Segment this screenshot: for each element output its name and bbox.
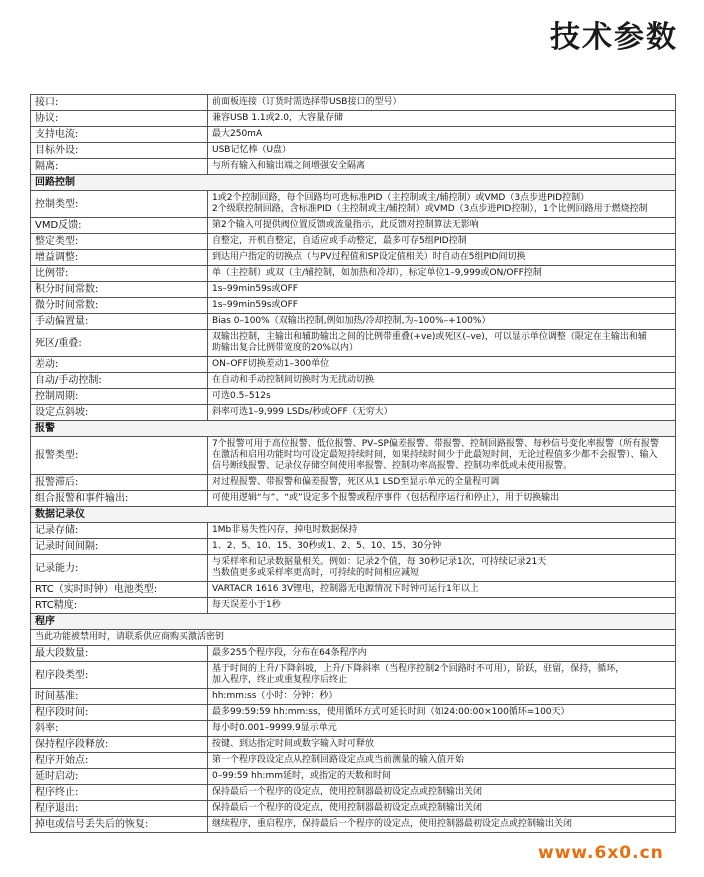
param-value-line: 当数值更多或采样率更高时，可持续的时间相应减短 — [212, 568, 420, 578]
param-value-line: hh:mm:ss（小时：分钟：秒） — [212, 691, 338, 701]
param-value-line: 0–99:59 hh:mm延时，或指定的天数和时间 — [212, 771, 391, 781]
watermark: www.6x0.cn — [538, 843, 664, 863]
param-value-line: USB记忆棒（U盘） — [212, 145, 292, 155]
param-value-line: 在激活和启用功能时均可设定最短持续时间，如果持续时间少于此最短时间，无论过程值多少都不会报警）、输入 — [212, 450, 658, 460]
param-value-line: 基于时间的上升/下降斜坡，上升/下降斜率（当程序控制2个回路时不可用），阶跃，驻留，保持，循环， — [212, 664, 625, 674]
param-value-line: 在自动和手动控制间切换时为无扰动切换 — [212, 375, 375, 385]
param-label: 设定点斜坡: — [31, 405, 208, 421]
param-value — [208, 737, 676, 753]
param-value — [208, 266, 676, 282]
table-row — [31, 523, 676, 539]
table-row — [31, 475, 676, 491]
param-label: 组合报警和事件输出: — [31, 491, 208, 507]
param-value — [208, 689, 676, 705]
table-row — [31, 721, 676, 737]
table-row — [31, 582, 676, 598]
table-row — [31, 539, 676, 555]
table-row — [31, 689, 676, 705]
table-row — [31, 662, 676, 689]
table-row — [31, 405, 676, 421]
note-row — [31, 630, 676, 646]
param-value-line: Bias 0–100%（双输出控制,例如加热/冷却控制,为–100%–+100%） — [212, 316, 491, 326]
param-label: 报警滞后: — [31, 475, 208, 491]
param-label: 目标外设: — [31, 143, 208, 159]
table-row — [31, 314, 676, 330]
param-value-line: 1、2、5、10、15、30秒或1、2、5、10、15、30分钟 — [212, 541, 442, 551]
param-label: 增益调整: — [31, 250, 208, 266]
section-header-row — [31, 175, 676, 191]
param-value-line: 与所有输入和输出端之间增强安全隔离 — [212, 161, 366, 171]
table-row — [31, 646, 676, 662]
param-value — [208, 127, 676, 143]
table-row — [31, 250, 676, 266]
table-row — [31, 705, 676, 721]
param-value — [208, 801, 676, 817]
param-label: 协议: — [31, 111, 208, 127]
param-value — [208, 705, 676, 721]
table-row — [31, 737, 676, 753]
table-row — [31, 159, 676, 175]
param-label: 记录存储: — [31, 523, 208, 539]
table-row — [31, 801, 676, 817]
table-row — [31, 753, 676, 769]
param-label: 掉电或信号丢失后的恢复: — [31, 817, 208, 833]
table-row — [31, 143, 676, 159]
param-value — [208, 373, 676, 389]
param-value — [208, 769, 676, 785]
param-value-line: 7个报警可用于高位报警、低位报警、PV–SP偏差报警、带报警、控制回路报警、每秒信号变化率报警（所有报警 — [212, 439, 659, 449]
param-value — [208, 646, 676, 662]
table-row — [31, 95, 676, 111]
param-value — [208, 159, 676, 175]
param-value-line: 助输出复合比例带宽度的20%以内） — [212, 343, 359, 353]
param-value — [208, 389, 676, 405]
section-header-row — [31, 614, 676, 630]
section-header-row — [31, 507, 676, 523]
param-value-line: 到达用户指定的切换点（与PV过程值和SP设定值相关）时自动在5组PID间切换 — [212, 252, 526, 262]
param-value-line: 自整定，开机自整定，自适应或手动整定，最多可存5组PID控制 — [212, 236, 467, 246]
param-label: 程序退出: — [31, 801, 208, 817]
param-label: 差动: — [31, 357, 208, 373]
param-value-line: 双输出控制，主输出和辅助输出之间的比例带重叠(+ve)或死区(–ve)，可以显示单位调整（限定在主输出和辅 — [212, 332, 647, 342]
table-row — [31, 769, 676, 785]
param-value — [208, 523, 676, 539]
param-label: 程序终止: — [31, 785, 208, 801]
param-value-line: 可使用逻辑“与”、“或”设定多个报警或程序事件（包括程序运行和停止），用于切换输出 — [212, 493, 560, 503]
param-value-line: 兼容USB 1.1或2.0，大容量存储 — [212, 113, 343, 123]
param-label: 比例带: — [31, 266, 208, 282]
param-value — [208, 250, 676, 266]
param-value-line: 第2个输入可提供阀位置反馈或流量指示，此反馈对控制算法无影响 — [212, 220, 479, 230]
param-label: 保持程序段释放: — [31, 737, 208, 753]
param-value — [208, 662, 676, 689]
table-row — [31, 111, 676, 127]
param-label: 最大段数量: — [31, 646, 208, 662]
param-value-line: 继续程序，重启程序，保持最后一个程序的设定点，使用控制器最初设定点或控制输出关闭 — [212, 819, 573, 829]
param-label: 接口: — [31, 95, 208, 111]
param-value-line: ON–OFF切换差动1–300单位 — [212, 359, 330, 369]
param-value-line: 按键、到达指定时间或数字输入时可释放 — [212, 739, 375, 749]
page-title: 技术参数 — [550, 20, 678, 55]
param-value-line: 单（主控制）或双（主/辅控制，如加热和冷却），标定单位1–9,999或ON/OFF控制 — [212, 268, 542, 278]
param-value — [208, 491, 676, 507]
param-value — [208, 298, 676, 314]
section-title: 回路控制 — [31, 175, 676, 191]
param-label: 支持电流: — [31, 127, 208, 143]
param-label: 自动/手动控制: — [31, 373, 208, 389]
param-value — [208, 721, 676, 737]
spec-table-body — [31, 95, 676, 833]
param-label: 记录时间间隔: — [31, 539, 208, 555]
param-value-line: 每小时0.001–9999.9显示单元 — [212, 723, 337, 733]
param-value — [208, 582, 676, 598]
param-value — [208, 234, 676, 250]
param-value-line: 第一个程序段设定点从控制回路设定点或当前测量的输入值开始 — [212, 755, 465, 765]
param-value — [208, 753, 676, 769]
param-value-line: 1s–99min59s或OFF — [212, 300, 298, 310]
param-value-line: 最大250mA — [212, 129, 263, 139]
table-row — [31, 373, 676, 389]
param-value-line: 对过程报警、带报警和偏差报警，死区从1 LSD至显示单元的全量程可调 — [212, 477, 500, 487]
param-value — [208, 785, 676, 801]
param-value — [208, 475, 676, 491]
param-value — [208, 437, 676, 475]
param-label: 微分时间常数: — [31, 298, 208, 314]
table-row — [31, 191, 676, 218]
param-label: 斜率: — [31, 721, 208, 737]
param-value — [208, 143, 676, 159]
param-value — [208, 330, 676, 357]
table-row — [31, 437, 676, 475]
param-label: RTC精度: — [31, 598, 208, 614]
param-value-line: 2个级联控制回路，含标准PID（主控制或主/辅控制）或VMD（3点步进PID控制），1个比例回路用于燃烧控制 — [212, 204, 648, 214]
param-label: 控制类型: — [31, 191, 208, 218]
table-row — [31, 357, 676, 373]
table-row — [31, 817, 676, 833]
table-row — [31, 234, 676, 250]
param-label: 报警类型: — [31, 437, 208, 475]
section-title: 数据记录仪 — [31, 507, 676, 523]
param-value — [208, 314, 676, 330]
param-label: 控制周期: — [31, 389, 208, 405]
param-label: VMD反馈: — [31, 218, 208, 234]
param-label: 程序段时间: — [31, 705, 208, 721]
param-value — [208, 218, 676, 234]
table-row — [31, 282, 676, 298]
param-value-line: 加入程序，终止或重复程序后终止 — [212, 675, 348, 685]
param-value-line: 每天误差小于1秒 — [212, 600, 281, 610]
param-value-line: 前面板连接（订货时需选择带USB接口的型号） — [212, 97, 402, 107]
param-label: RTC（实时时钟）电池类型: — [31, 582, 208, 598]
table-row — [31, 555, 676, 582]
param-value-line: 1Mb非易失性闪存，掉电时数据保持 — [212, 525, 358, 535]
table-row — [31, 491, 676, 507]
table-row — [31, 127, 676, 143]
section-title: 程序 — [31, 614, 676, 630]
param-value-line: 与采样率和记录数据量相关。例如：记录2个值，每 30秒记录1次，可持续记录21天 — [212, 557, 547, 567]
param-value — [208, 555, 676, 582]
note-text: 当此功能被禁用时，请联系供应商购买激活密钥 — [31, 630, 676, 646]
table-row — [31, 298, 676, 314]
param-value-line: 1或2个控制回路，每个回路均可选标准PID（主控制或主/辅控制）或VMD（3点步进PID控制） — [212, 193, 590, 203]
param-value — [208, 191, 676, 218]
param-value — [208, 817, 676, 833]
table-row — [31, 598, 676, 614]
param-label: 延时启动: — [31, 769, 208, 785]
param-value-line: 保持最后一个程序的设定点，使用控制器最初设定点或控制输出关闭 — [212, 787, 483, 797]
param-value — [208, 405, 676, 421]
section-header-row — [31, 421, 676, 437]
param-value — [208, 95, 676, 111]
section-title: 报警 — [31, 421, 676, 437]
param-label: 隔离: — [31, 159, 208, 175]
param-label: 死区/重叠: — [31, 330, 208, 357]
param-value — [208, 539, 676, 555]
param-label: 时间基准: — [31, 689, 208, 705]
param-value — [208, 598, 676, 614]
param-label: 记录能力: — [31, 555, 208, 582]
param-value — [208, 282, 676, 298]
param-label: 程序段类型: — [31, 662, 208, 689]
spec-table — [30, 94, 676, 833]
param-label: 程序开始点: — [31, 753, 208, 769]
param-value-line: 1s–99min59s或OFF — [212, 284, 298, 294]
param-value-line: 可选0.5–512s — [212, 391, 271, 401]
table-row — [31, 330, 676, 357]
param-value-line: 信号断线报警、记录仪存储空间使用率报警、控制功率高报警、控制功率低或未使用报警。 — [212, 461, 573, 471]
param-value — [208, 111, 676, 127]
param-label: 积分时间常数: — [31, 282, 208, 298]
table-row — [31, 785, 676, 801]
param-value — [208, 357, 676, 373]
table-row — [31, 218, 676, 234]
param-value-line: 斜率可选1–9,999 LSDs/秒或OFF（无穷大） — [212, 407, 393, 417]
table-row — [31, 266, 676, 282]
param-value-line: VARTACR 1616 3V锂电，控制器无电源情况下时钟可运行1年以上 — [212, 584, 479, 594]
table-row — [31, 389, 676, 405]
param-label: 手动偏置量: — [31, 314, 208, 330]
param-label: 整定类型: — [31, 234, 208, 250]
param-value-line: 保持最后一个程序的设定点，使用控制器最初设定点或控制输出关闭 — [212, 803, 483, 813]
param-value-line: 最多255个程序段，分布在64条程序内 — [212, 648, 367, 658]
param-value-line: 最多99:59:59 hh:mm:ss，使用循环方式可延长时间（如24:00:00×100循环=100天） — [212, 707, 570, 717]
